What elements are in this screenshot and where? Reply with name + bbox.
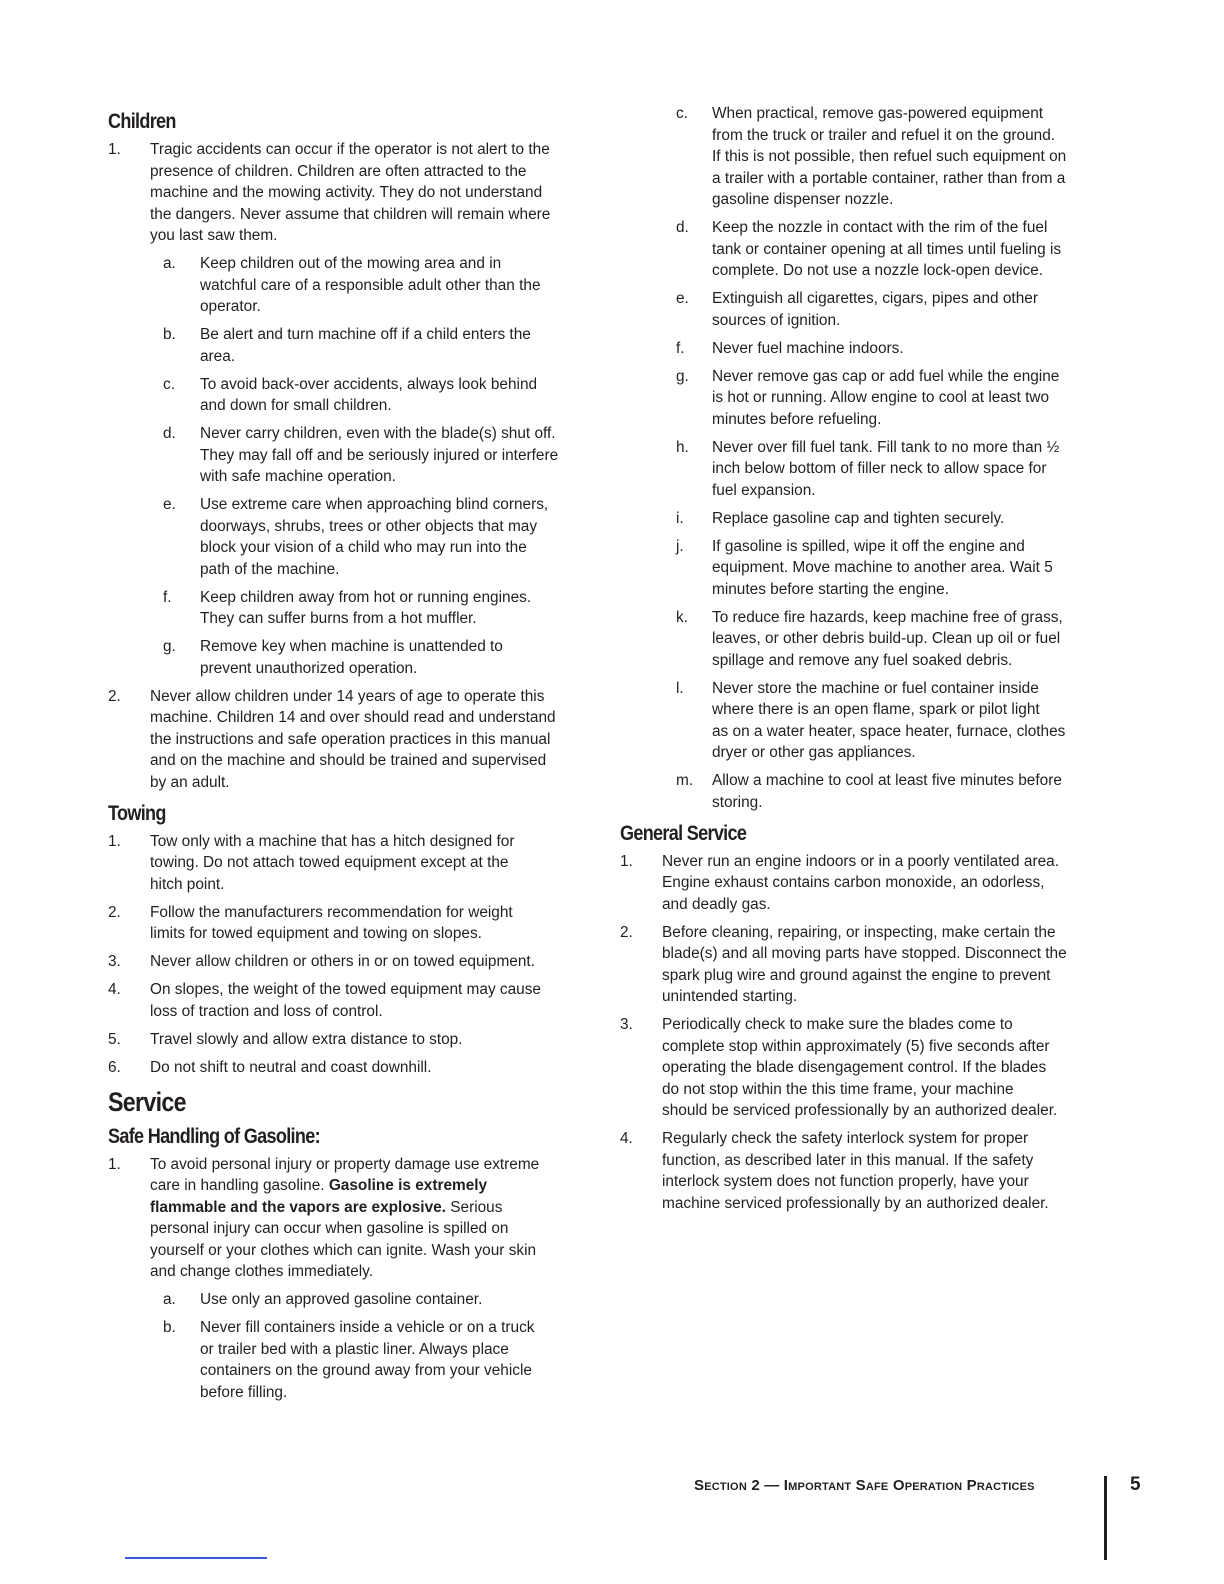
- list-marker: i.: [676, 509, 684, 527]
- text-run: To avoid personal injury or property damage use extreme care in handling gasoline.: [150, 1155, 540, 1194]
- sub-list-item: [108, 374, 608, 417]
- list-item-text: To reduce fire hazards, keep machine free of grass, leaves, or other debris build-up. Clean up oil or fuel spillage and remove any fuel soaked debris.: [712, 608, 1063, 669]
- bold-warning-text: Gasoline is extremely flammable and the vapors are explosive.: [150, 1177, 488, 1216]
- list-marker: f.: [163, 588, 172, 606]
- list-item-text: Keep children away from hot or running engines. They can suffer burns from a hot muffler.: [200, 588, 532, 627]
- list-item: [108, 1029, 608, 1051]
- list-marker: d.: [163, 425, 176, 442]
- list-item-text: Never fuel machine indoors.: [712, 339, 904, 357]
- list-item-text: Remove key when machine is unattended to prevent unauthorized operation.: [200, 638, 503, 677]
- list-item-text: Allow a machine to cool at least five minutes before storing.: [712, 772, 1062, 811]
- list-item-text: Never store the machine or fuel container inside where there is an open flame, spark or pilot light as on a water heater, space heater, furnace, clothes dryer or other gas appliances.: [712, 679, 1066, 761]
- list-marker: 2.: [108, 903, 121, 921]
- list-marker: l.: [676, 679, 684, 697]
- sub-list-item: [108, 253, 608, 318]
- list-marker: 3.: [620, 1016, 633, 1033]
- list-item: [620, 851, 1120, 916]
- list-marker: a.: [163, 1291, 176, 1308]
- list-item-text: Tragic accidents can occur if the operator is not alert to the presence of children. Children are often attracted to the machine and the mowing activity. They do not understand the dangers. Never assume that children will remain where you last saw them.: [150, 141, 551, 244]
- sub-list-item: [620, 103, 1120, 211]
- list-item-text: Never run an engine indoors or in a poorly ventilated area. Engine exhaust contains carbon monoxide, an odorless, and deadly gas.: [662, 852, 1059, 913]
- list-item-text: Regularly check the safety interlock system for proper function, as described later in this manual. If the safety interlock system does not function properly, have your machine serviced professionally by an authorized dealer.: [662, 1130, 1049, 1212]
- list-marker: 3.: [108, 953, 121, 970]
- list-item-text: Be alert and turn machine off if a child enters the area.: [200, 326, 531, 365]
- sub-list-item: [108, 1317, 608, 1403]
- list-item: [108, 902, 608, 945]
- list-item-text: On slopes, the weight of the towed equipment may cause loss of traction and loss of control.: [150, 981, 541, 1020]
- list-item-text: Keep children out of the mowing area and in watchful care of a responsible adult other than the operator.: [200, 255, 541, 315]
- list-item-text: Never remove gas cap or add fuel while the engine is hot or running. Allow engine to cool at least two minutes before refueling.: [712, 367, 1060, 428]
- list-marker: 2.: [108, 687, 121, 705]
- list-item-text: If gasoline is spilled, wipe it off the engine and equipment. Move machine to another area. Wait 5 minutes before starting the engine.: [712, 537, 1053, 598]
- subsection-heading: Children: [108, 110, 176, 133]
- list-marker: d.: [676, 219, 689, 236]
- list-item-text: [150, 1154, 539, 1283]
- footer-divider: [1104, 1476, 1107, 1560]
- list-marker: e.: [163, 496, 176, 513]
- list-marker: 1.: [108, 832, 121, 850]
- list-marker: c.: [163, 375, 175, 393]
- section-heading: Service: [108, 1086, 186, 1117]
- list-marker: 4.: [620, 1130, 633, 1147]
- sub-list-item: [620, 536, 1120, 601]
- list-marker: 1.: [108, 141, 121, 158]
- list-item-text: Travel slowly and allow extra distance to stop.: [150, 1030, 463, 1048]
- list-marker: 4.: [108, 981, 121, 998]
- sub-list-item: [620, 217, 1120, 282]
- text-run: Serious personal injury can occur when gasoline is spilled on yourself or your clothes which can ignite. Wash your skin and change clothes immediately.: [150, 1198, 537, 1280]
- list-item: [108, 979, 608, 1022]
- sub-list-item: [620, 678, 1120, 764]
- list-item-text: Never allow children or others in or on towed equipment.: [150, 953, 535, 970]
- list-item: [108, 139, 608, 247]
- list-item-text: Use only an approved gasoline container.: [200, 1291, 483, 1308]
- sub-list-item: [108, 636, 608, 679]
- list-marker: 6.: [108, 1058, 121, 1076]
- left-column: [108, 104, 608, 1410]
- sub-list-item: [620, 366, 1120, 431]
- list-item-text: Use extreme care when approaching blind corners, doorways, shrubs, trees or other objects that may block your vision of a child who may run into the path of the machine.: [200, 496, 549, 578]
- list-item-text: Never allow children under 14 years of age to operate this machine. Children 14 and over should read and understand the instructions and safe operation practices in this manual and on the machine and should be trained and supervised by an adult.: [150, 687, 556, 791]
- list-marker: 1.: [108, 1155, 121, 1173]
- sub-list-item: [620, 508, 1120, 530]
- list-item-text: Extinguish all cigarettes, cigars, pipes and other sources of ignition.: [712, 290, 1038, 329]
- sub-list-item: [108, 1289, 608, 1311]
- sub-list-item: [108, 324, 608, 367]
- subsection-heading: Safe Handling of Gasoline:: [108, 1124, 320, 1148]
- footer-section-title: Section 2 — Important Safe Operation Practices: [694, 1477, 1035, 1494]
- list-item-text: To avoid back-over accidents, always look behind and down for small children.: [200, 375, 538, 414]
- right-column: [620, 103, 1120, 1221]
- sub-list-item: [108, 423, 608, 488]
- list-item-text: Keep the nozzle in contact with the rim of the fuel tank or container opening at all times until fueling is complete. Do not use a nozzle lock-open device.: [712, 219, 1062, 279]
- sub-list-item: [620, 607, 1120, 672]
- list-item-text: Never carry children, even with the blade(s) shut off. They may fall off and be seriously injured or interfere with safe machine operation.: [200, 425, 559, 485]
- sub-list-item: [620, 437, 1120, 502]
- list-marker: f.: [676, 339, 685, 357]
- list-marker: b.: [163, 326, 176, 343]
- list-item: [108, 686, 608, 794]
- list-marker: c.: [676, 105, 688, 122]
- list-marker: e.: [676, 290, 689, 307]
- list-item-text: Never over fill fuel tank. Fill tank to no more than ½ inch below bottom of filler neck to allow space for fuel expansion.: [712, 438, 1060, 499]
- list-item-text: Periodically check to make sure the blades come to complete stop within approximately (5) five seconds after operating the blade disengagement control. If the blades do not stop within the this time frame, your machine should be serviced professionally by an authorized dealer.: [662, 1016, 1058, 1119]
- list-item-text: Replace gasoline cap and tighten securely.: [712, 509, 1005, 527]
- list-item: [108, 831, 608, 896]
- list-marker: 5.: [108, 1030, 121, 1048]
- list-marker: h.: [676, 438, 689, 456]
- list-item: [108, 951, 608, 973]
- sub-list-item: [108, 494, 608, 580]
- list-marker: m.: [676, 772, 694, 789]
- sub-list-item: [620, 338, 1120, 360]
- list-marker: k.: [676, 608, 688, 626]
- list-marker: b.: [163, 1319, 176, 1336]
- page-number: 5: [1130, 1474, 1141, 1495]
- list-item-text: Do not shift to neutral and coast downhill.: [150, 1058, 432, 1076]
- list-item: [620, 1128, 1120, 1214]
- decorative-rule: [125, 1557, 267, 1559]
- list-item-text: Follow the manufacturers recommendation for weight limits for towed equipment and towing on slopes.: [150, 903, 513, 942]
- list-item: [108, 1154, 608, 1283]
- list-marker: a.: [163, 255, 176, 272]
- list-item-text: Tow only with a machine that has a hitch designed for towing. Do not attach towed equipment except at the hitch point.: [150, 832, 515, 893]
- list-item-text: Never fill containers inside a vehicle or on a truck or trailer bed with a plastic liner. Always place containers on the ground away from your vehicle before filling.: [200, 1319, 535, 1401]
- sub-list-item: [620, 288, 1120, 331]
- sub-list-item: [620, 770, 1120, 813]
- list-item: [620, 1014, 1120, 1122]
- list-item: [620, 922, 1120, 1008]
- list-marker: 2.: [620, 923, 633, 941]
- list-marker: g.: [163, 638, 176, 655]
- subsection-heading: General Service: [620, 821, 747, 845]
- subsection-heading: Towing: [108, 801, 166, 825]
- list-item-text: When practical, remove gas-powered equipment from the truck or trailer and refuel it on the ground. If this is not possible, then refuel such equipment on a trailer with a portable container, rather than from a gasoline dispenser nozzle.: [712, 105, 1067, 208]
- list-item: [108, 1057, 608, 1079]
- list-marker: g.: [676, 367, 689, 385]
- list-marker: 1.: [620, 852, 633, 870]
- sub-list-item: [108, 587, 608, 630]
- list-marker: j.: [676, 537, 684, 555]
- list-item-text: Before cleaning, repairing, or inspecting, make certain the blade(s) and all moving parts have stopped. Disconnect the spark plug wire and ground against the engine to prevent unintended starting.: [662, 923, 1067, 1005]
